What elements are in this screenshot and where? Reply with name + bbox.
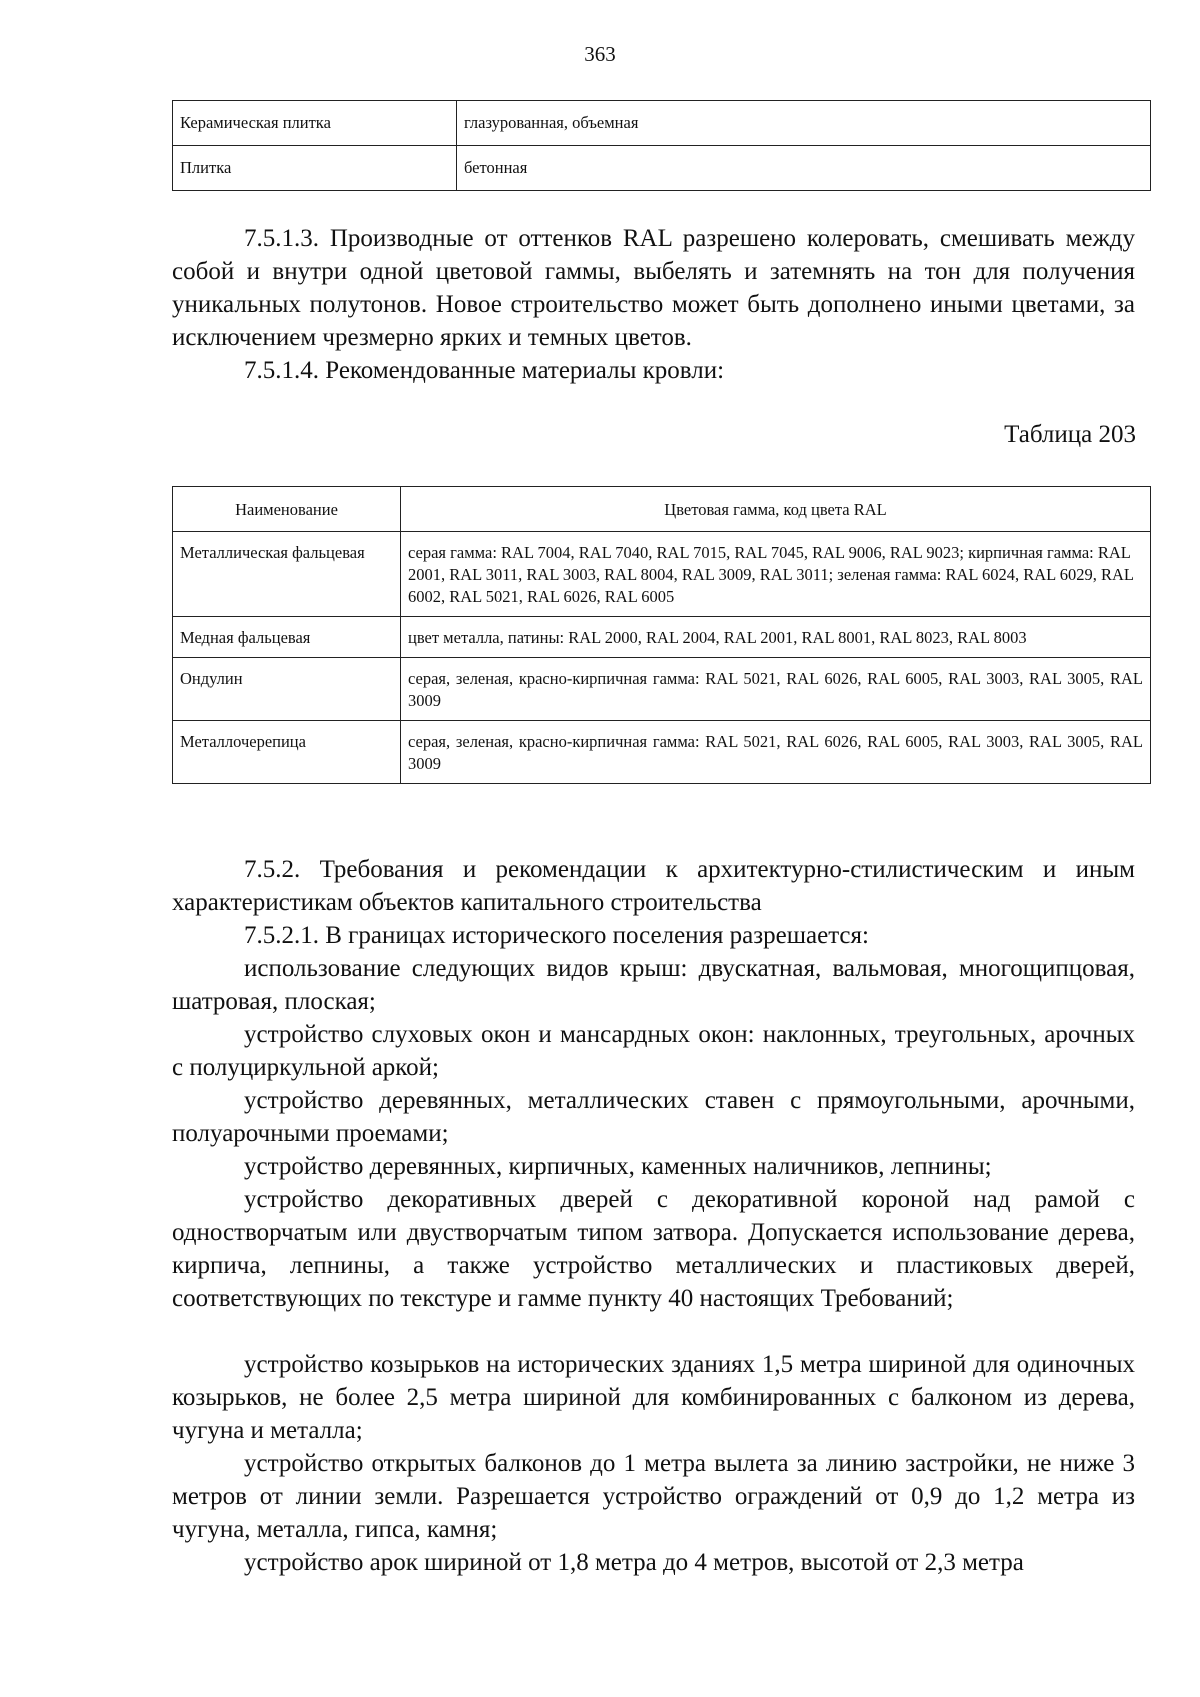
roof-materials-table [172, 486, 1151, 784]
page-number: 363 [584, 42, 616, 66]
table-row [173, 617, 1151, 658]
roof-name-cell: Металлическая фальцевая [173, 532, 401, 617]
list-item-shutters: устройство деревянных, металлических ставен с прямоугольными, арочными, полуарочными проемами; [172, 1087, 1135, 1147]
table-row [173, 658, 1151, 721]
roof-name-cell: Металлочерепица [173, 721, 401, 784]
roof-name-cell: Медная фальцевая [173, 617, 401, 658]
list-item-arches: устройство арок шириной от 1,8 метра до 4 метров, высотой от 2,3 метра [244, 1549, 1024, 1576]
paragraph-7-5-2: 7.5.2. Требования и рекомендации к архитектурно-стилистическим и иным характеристикам объектов капитального строительства [172, 856, 1135, 916]
column-header-name: Наименование [173, 487, 401, 532]
table-header-row [173, 487, 1151, 532]
table-row [173, 101, 1151, 146]
roof-ral-cell: серая, зеленая, красно-кирпичная гамма: RAL 5021, RAL 6026, RAL 6005, RAL 3003, RAL 3005, RAL 3009 [401, 721, 1151, 784]
material-name-cell: Керамическая плитка [173, 101, 457, 146]
paragraph-7-5-1-4: 7.5.1.4. Рекомендованные материалы кровли: [244, 357, 725, 384]
roof-ral-cell: цвет металла, патины: RAL 2000, RAL 2004, RAL 2001, RAL 8001, RAL 8023, RAL 8003 [401, 617, 1151, 658]
list-item-platbands: устройство деревянных, кирпичных, каменных наличников, лепнины; [244, 1153, 992, 1180]
roof-ral-cell: серая гамма: RAL 7004, RAL 7040, RAL 7015, RAL 7045, RAL 9006, RAL 9023; кирпичная гамма: RAL 2001, RAL 3011, RAL 3003, RAL 8004, RAL 3009, RAL 3011; зеленая гамма: RAL 6024, RAL 6029, RAL 6002, RAL 5021, RAL 6026, RAL 6005 [401, 532, 1151, 617]
list-item-balconies: устройство открытых балконов до 1 метра вылета за линию застройки, не ниже 3 метров от линии земли. Разрешается устройство ограждений от 0,9 до 1,2 метра из чугуна, металла, гипса, камня; [172, 1450, 1135, 1543]
material-value-cell: бетонная [457, 146, 1151, 191]
column-header-ral: Цветовая гамма, код цвета RAL [401, 487, 1151, 532]
roof-name-cell: Ондулин [173, 658, 401, 721]
material-value-cell: глазурованная, объемная [457, 101, 1151, 146]
roof-ral-cell: серая, зеленая, красно-кирпичная гамма: RAL 5021, RAL 6026, RAL 6005, RAL 3003, RAL 3005, RAL 3009 [401, 658, 1151, 721]
materials-table-continued [172, 100, 1151, 191]
list-item-canopies: устройство козырьков на исторических зданиях 1,5 метра шириной для одиночных козырьков, не более 2,5 метра шириной для комбинированных с балконом из дерева, чугуна и металла; [172, 1351, 1135, 1444]
list-item-roof-types: использование следующих видов крыш: двускатная, вальмовая, многощипцовая, шатровая, плоская; [172, 955, 1135, 1015]
table-row [173, 532, 1151, 617]
paragraph-7-5-2-1: 7.5.2.1. В границах исторического поселения разрешается: [244, 922, 869, 949]
list-item-dormer-windows: устройство слуховых окон и мансардных окон: наклонных, треугольных, арочных с полуциркульной аркой; [172, 1021, 1135, 1081]
material-name-cell: Плитка [173, 146, 457, 191]
paragraph-7-5-1-3: 7.5.1.3. Производные от оттенков RAL разрешено колеровать, смешивать между собой и внутри одной цветовой гаммы, выбелять и затемнять на тон для получения уникальных полутонов. Новое строительство может быть дополнено иными цветами, за исключением чрезмерно ярких и темных цветов. [172, 225, 1135, 351]
table-row [173, 721, 1151, 784]
list-item-decorative-doors: устройство декоративных дверей с декоративной короной над рамой с одностворчатым или двустворчатым типом затвора. Допускается использование дерева, кирпича, лепнины, а также устройство металлических и пластиковых дверей, соответствующих по текстуре и гамме пункту 40 настоящих Требований; [172, 1186, 1135, 1312]
table-caption: Таблица 203 [1004, 421, 1136, 448]
table-row [173, 146, 1151, 191]
